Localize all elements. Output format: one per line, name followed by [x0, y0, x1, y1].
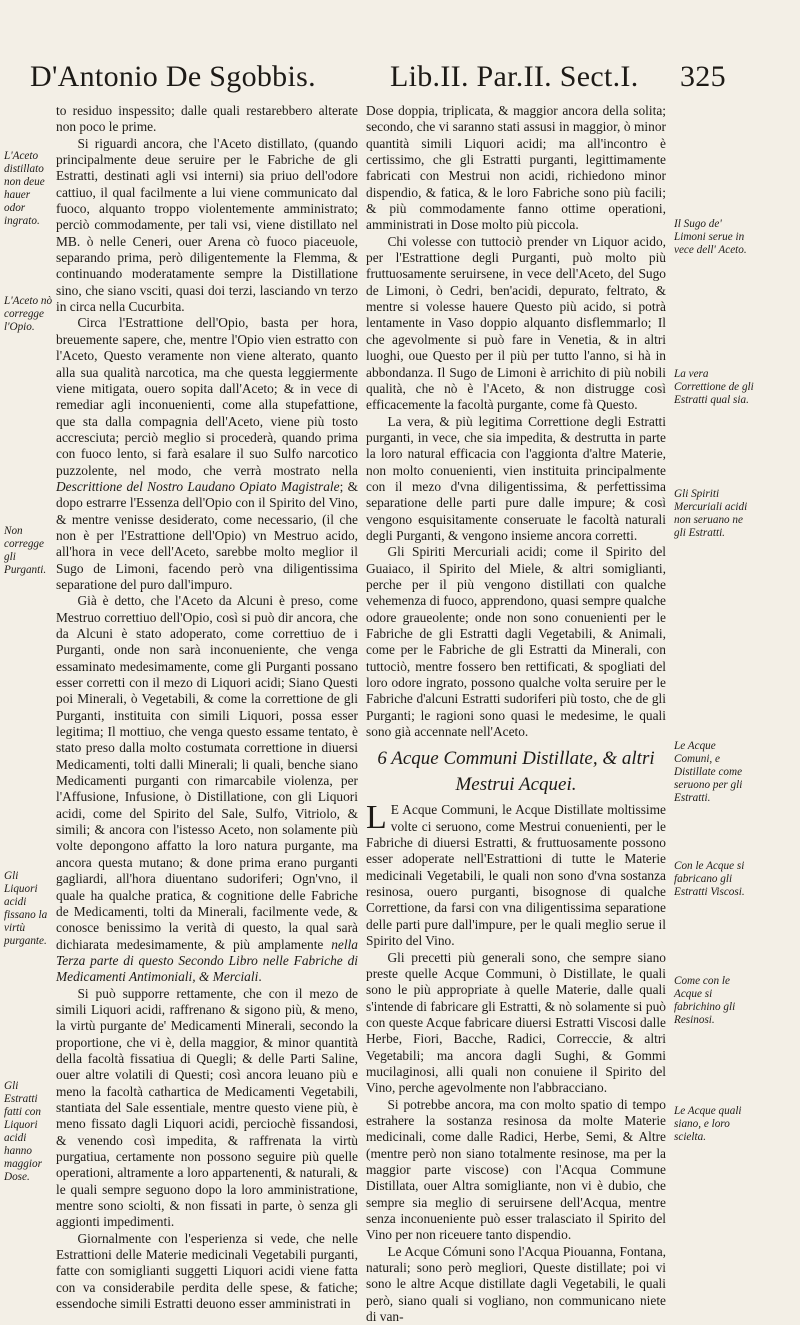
running-header — [30, 55, 770, 99]
paragraph: Chi volesse con tuttociò prender vn Liquor acido, per l'Estrattione degli Purganti, può molto più fruttuosamente seruirsene, in vece dell'Aceto, del Sugo de Limoni, ò Cedri, ben'acidi, depurato, feltrato, & mentre si volesse hauere Questo più acido, si potrà lentamente in Vaso doppio alquanto disflemmarlo; Il che agevolmente si può fare in Venetia, & in altri luoghi, oue Questo per il più per tutto l'anno, si hà in abbondanza. Il Sugo de Limoni è arrichito di più nobili qualità, che nò è l'Aceto, & non distrugge così efficacemente la facoltà purgante, come fà Questo. — [366, 233, 666, 413]
margin-note-right: Le Acque quali siano, e loro scielta. — [674, 1105, 742, 1143]
paragraph: Gli Spiriti Mercuriali acidi; come il Spirito del Guaiaco, il Spirito del Miele, & altri somiglianti, perche per il più vengono distillati con qualche vehemenza di fuoco, apprendono, quasi sempre qualche odore graueolente; onde non sono conuenienti per le Fabriche de gli Estratti dagli Vegetabili, & Animali, come per le Fabriche de gli Estratti da Minerali, con tuttociò, mentre fossero ben rettificati, & spogliati del loro odore ingrato, possono qualche volta seruire per le Fabriche d'alcuni Estratti sudoriferi più tosto, che de gli Purganti; le ragioni sono quasi le medesime, le quali sono già accennate nell'Aceto. — [366, 544, 666, 740]
paragraph-text: Già è detto, che l'Aceto da Alcuni è preso, come Mestruo correttiuo dell'Opio, così si può dir ancora, che da Alcuni è stato adoperato, come correttiuo de i Purganti, onde non sarà inconueniente, che venga essaminato medesimamente, come gli Purganti possano esser corretti con il mezo di Liquori acidi; Siano Questi poi Minerali, ò Vegetabili, & come la correttione de gli Purganti, instituita con simili Liquori, possa esser legitima; Il mottiuo, che venga questo essame tentato, è stato preso dalla molto costumata correttione in diuersi Medicamenti, tolti dalli Minerali; li quali, benche siano Medicamenti purganti con rimarcabile violenza, per l'Affusione, Infusione, ò Distillatione, con gli Liquori acidi, come del Spirito del Sale, Sulfo, Vitriolo, & simili; & ancora con l'istesso Aceto, non solamente più volte depongono affatto la loro natura purgante, ma ancora questa mutano; & done prima erano purganti gagliardi, all'hora diuentano sudoriferi; Ogn'vno, il quale ha qualche pratica, & cognitione delle Fabriche de Medicamenti, tolti da Minerali, facilmente vede, & conosce benissimo la verità di questo, la qual sarà dichiarata medesimamente, & più amplamente — [56, 593, 358, 952]
section-heading — [366, 746, 666, 798]
section-heading-line: Mestrui Acquei. — [455, 774, 577, 796]
margin-note-right: Gli Spiriti Mercuriali acidi non seruano ne gli Estratti. — [674, 488, 748, 539]
right-text-column — [366, 103, 666, 1325]
running-title: D'Antonio De Sgobbis. — [30, 60, 316, 93]
margin-note-right: La vera Correttione de gli Estratti qual sia. — [674, 368, 754, 406]
paragraph: to residuo inspessito; dalle quali restarebbero alterate non poco le prime. — [56, 103, 358, 135]
margin-note-right: Il Sugo de' Limoni serue in vece dell' Aceto. — [674, 218, 747, 256]
page-number: 325 — [680, 60, 726, 93]
section-reference: Lib.II. Par.II. Sect.I. — [390, 60, 639, 93]
margin-note-right: Con le Acque si fabricano gli Estratti Viscosi. — [674, 860, 745, 898]
paragraph-text: Circa l'Estrattione dell'Opio, basta per hora, breuemente sapere, che, mentre l'Opio vien estratto con l'Aceto, Questo veramente non viene alterato, quanto alla sua qualità narcotica, ma che questa leggiermente viene mitigata, ouero sopita dall'Aceto; & in vece di remediar agli inconuenienti, come alla stupefattione, que sta dalla compagnia dell'Aceto, viene più tosto accresciuta; perciò meglio si procederà, quando prima con fuoco lento, si farà esalare il suo Sulfo narcotico puzzolente, nel modo, che verrà mostrato nella — [56, 315, 358, 478]
margin-note-left: L'Aceto distillato non deue hauer odor ingrato. — [4, 150, 45, 227]
paragraph — [56, 315, 358, 593]
margin-note-left: Non corregge gli Purganti. — [4, 525, 47, 576]
margin-note-right: Le Acque Comuni, e Distillate come seruono per gli Estratti. — [674, 740, 743, 804]
margin-note-left: L'Aceto nò corregge l'Opio. — [4, 295, 53, 333]
drop-cap: L — [366, 799, 387, 837]
paragraph — [366, 799, 666, 949]
margin-note-right: Come con le Acque si fabrichino gli Resinosi. — [674, 975, 736, 1026]
paragraph: Dose doppia, triplicata, & maggior ancora della solita; secondo, che vi saranno stati assusi in maggior, ò minor quantità simili Liquori acidi; ma all'incontro è certissimo, che gli Estratti purganti, legittimamente fabricati con Mestrui non acidi, richiedono minor dispendio, & fatica, & le loro Fabriche sono più facili; & più commodamente fanno ottime operationi, amministrati in Dose molto più piccola. — [366, 103, 666, 233]
paragraph: Già è detto, che l'Aceto da Alcuni è preso, come Mestruo correttiuo dell'Opio, così si può dir ancora, che da Alcuni è stato adoperato, come correttiuo de i Purganti, onde non sarà inconueniente, che venga essaminato medesimamente, come gli Purganti possano esser corretti con il mezo di Liquori acidi; Siano Questi poi Minerali, ò Vegetabili, & come la correttione de gli Purganti, instituita con simili Liquori, possa esser legitima; Il mottiuo, che venga questo essame tentato, è stato preso dalla molto costumata correttione in diuersi Medicamenti, tolti dalli Minerali; li quali, benche siano Medicamenti purganti con rimarcabile violenza, per l'Affusione, Infusione, ò Distillatione, con gli Liquori acidi, come del Spirito del Sale, Sulfo, Vitriolo, & simili; & ancora con l'istesso Aceto, non solamente più volte depongono affatto la loro natura purgante, ma ancora questa mutano; & done prima erano purganti gagliardi, all'hora diuentano sudoriferi; Ogn'vno, il quale ha qualche pratica, & cognitione delle Fabriche de Medicamenti, tolti da Minerali, facilmente vede, & conosce benissimo la verità di questo, la qual sarà dichiarata medesimamente, & più amplamente nella Terza parte di questo Secondo Libro nelle Fabriche di Medicamenti Antimoniali, & Merciali. — [56, 593, 358, 985]
paragraph: Giornalmente con l'esperienza si vede, che nelle Estrattioni delle Materie medicinali Vegetabili purganti, fatte con somiglianti suggetti Liquori acidi viene fatta con va considerabile perdita delle spese, & fatiche; essendoche simili Estratti deuono esser amministrati in — [56, 1230, 358, 1312]
paragraph: Si riguardi ancora, che l'Aceto distillato, (quando principalmente deue seruire per le Fabriche de gli Estratti, destinati agli vsi interni) sia priuo dell'odore cattiuo, il qual facilmente a lui viene communicato dal fuoco, alquanto troppo violentemente amministrato; perciò commodamente, per tali vsi, viene distillato nel MB. ò nelle Ceneri, ouer Arena cò fuoco piaceuole, separando prima, però diligentemente la Flemma, & continuando moderatamente sempre la Distillatione sino, che siano vsciti, quasi doi terzi, lasciando vn terzo in circa nella Cucurbita. — [56, 135, 358, 315]
paragraph: Gli precetti più generali sono, che sempre siano preste quelle Acque Communi, ò Distillate, le quali sono le più appropriate à quelle Materie, dalle quali s'intende di fabricare gli Estratti, & nò solamente si può con queste Acque fabricare diuersi Estratti Viscosi dalle Herbe, Fiori, Bacche, Radici, Correccie, & altri Vegetabili; ma ancora dagli Sughi, & Gommi mucilaginosi, alli quali non conuiene il Spirito del Vino, perche agevolmente non l'abbracciano. — [366, 949, 666, 1096]
paragraph: Le Acque Cómuni sono l'Acqua Piouanna, Fontana, naturali; sono però megliori, Queste distillate; poi vi sono le altre Acque distillate dagli Vegetabili, le quali però, siano quali si vogliano, non communicano niete di van- — [366, 1243, 666, 1325]
margin-note-left: Gli Liquori acidi fissano la virtù purgante. — [4, 870, 48, 947]
paragraph: Si può supporre rettamente, che con il mezo de simili Liquori acidi, raffrenano & sigono più, & meno, la virtù purgante de' Medicamenti Minerali, secondo la proportione, che vi è, della maggior, & minor quantità della facoltà fissatiua di Quegli; & delle Parti Saline, ouer altre volatili di Questi; così ancora leuano più e meno la facoltà cathartica de Medicamenti Vegetabili, stantiata del Sale essentiale, mentre questo viene più, è meno fissato dagli Liquori acidi, perciochè fissandosi, & venendo così impedita, & raffrenata la virtù purgatiua, certamente non possono seguire più quelle operationi, altramente a loro appartenenti, & naturali, & le quali sempre seguono dopo la loro amministratione, mentre sono sciolti, & non fissati in parte, ò senza gli aggionti impedimenti. — [56, 985, 358, 1230]
left-text-column — [56, 103, 359, 1312]
paragraph: Si potrebbe ancora, ma con molto spatio di tempo estrahere la sostanza resinosa da molte Materie medicinali, come dalle Radici, Herbe, Semi, & Altre (mentre però non siano totalmente resinose, ma per la maggior parte viscose) con l'Acqua Commune Distillata, ouer Altra somigliante, non vi è dubio, che sempre sia meglio di seruirsene dell'Acqua, mentre senza inconueniente può esser tralasciato il Spirito del Vino per non riceuere tanto dispendio. — [366, 1096, 666, 1243]
paragraph-text: E Acque Communi, le Acque Distillate moltissime volte ci seruono, come Mestrui conuenienti, per le Fabriche di diuersi Estratti, & fruttuosamente possono esser adoperate nell'Estrattioni di tutte le Materie medicinali Vegetabili, le quali non sono d'vna sostanza resinosa, ouero purganti, bisognose di qualche Correttione, da farsi con vna diligentissima separatione delle parti pure dall'impure, per le quali meglio serue il Spirito del Vino. — [366, 802, 666, 949]
section-heading-line: 6 Acque Communi Distillate, & altri — [377, 748, 655, 770]
paragraph-text: ; & dopo estrarre l'Essenza dell'Opio con il Spirito del Vino, & mentre venisse desiderato, come necessario, (il che non è per l'Estrattione dell'Opio) vn Mestruo acido, all'hora in vece dell'Aceto, sarebbe molto meglior il Sugo de Limoni, facendo però vna diligentissima separatione del puro dall'impuro. — [56, 478, 359, 592]
italic-reference: Descrittione del Nostro Laudano Opiato Magistrale — [56, 478, 340, 494]
margin-note-left: Gli Estratti fatti con Liquori acidi hanno maggior Dose. — [4, 1080, 42, 1183]
paragraph: La vera, & più legitima Correttione degli Estratti purganti, in vece, che sia impedita, & destrutta in parte la loro natural efficacia con l'aggionta d'altre Materie, non molto conuenienti, vien instituita principalmente con il mezo d'vna diligentissima, & perfettissima separatione delle parti pure dalle impure; & così vengono esquisitamente conseruate le facoltà naturali degli Purganti, & vengono insieme ancora corretti. — [366, 413, 666, 543]
italic-reference: nella Terza parte di questo Secondo Libro nelle Fabriche di Medicamenti Antimoniali, & Merciali — [56, 936, 358, 985]
